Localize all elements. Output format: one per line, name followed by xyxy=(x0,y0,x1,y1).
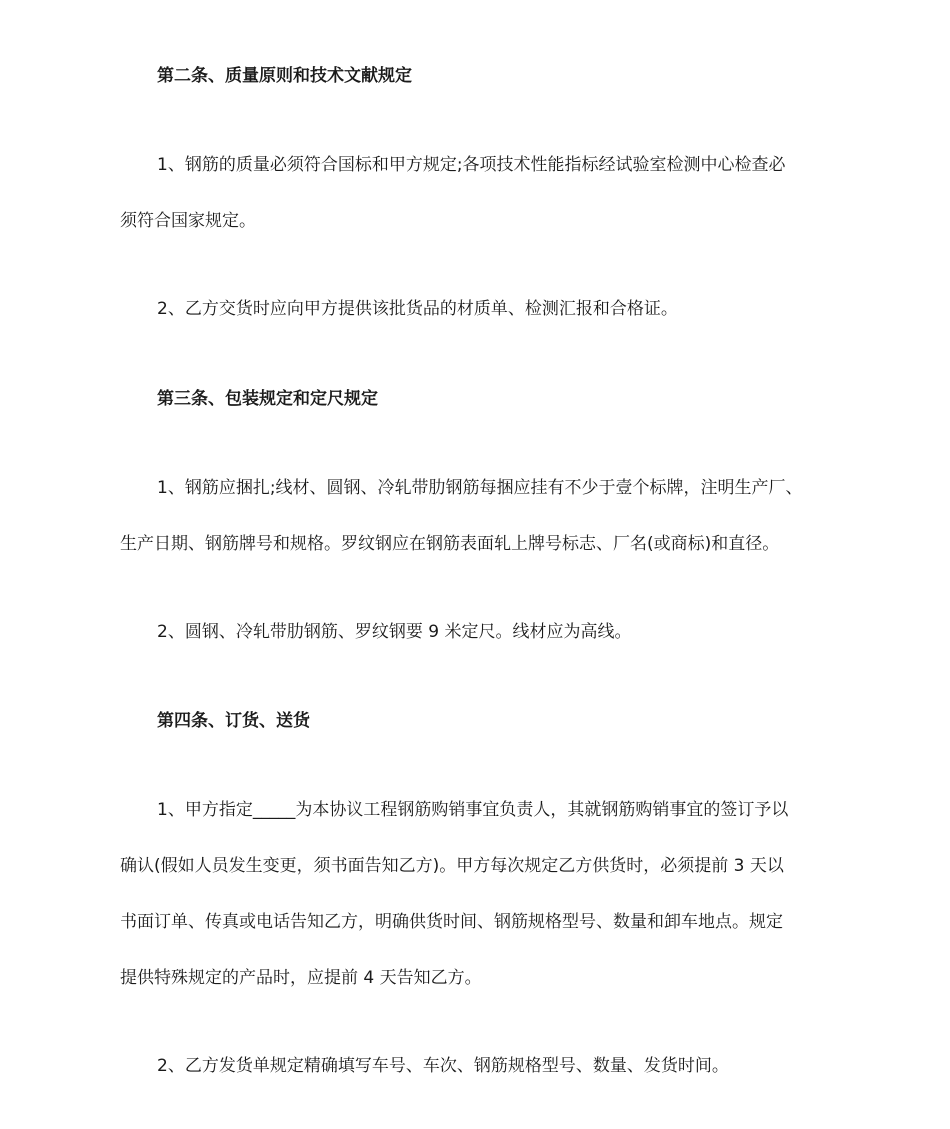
section-2-item-1-line-2: 须符合国家规定。 xyxy=(120,211,256,231)
section-4-item-1-line-1: 1、甲方指定_____为本协议工程钢筋购销事宜负责人，其就钢筋购销事宜的签订予以 xyxy=(157,800,789,820)
section-3-item-1-line-2: 生产日期、钢筋牌号和规格。罗纹钢应在钢筋表面轧上牌号标志、厂名(或商标)和直径。 xyxy=(120,534,780,554)
section-2-item-2: 2、乙方交货时应向甲方提供该批货品的材质单、检测汇报和合格证。 xyxy=(157,299,678,319)
section-4-item-2: 2、乙方发货单规定精确填写车号、车次、钢筋规格型号、数量、发货时间。 xyxy=(157,1056,729,1076)
section-4-heading: 第四条、订货、送货 xyxy=(157,711,310,731)
section-4-item-1-line-3: 书面订单、传真或电话告知乙方，明确供货时间、钢筋规格型号、数量和卸车地点。规定 xyxy=(120,912,783,932)
section-4-item-1-line-2: 确认(假如人员发生变更，须书面告知乙方)。甲方每次规定乙方供货时，必须提前 3 天以 xyxy=(120,856,784,876)
section-2-item-1-line-1: 1、钢筋的质量必须符合国标和甲方规定;各项技术性能指标经试验室检测中心检查必 xyxy=(157,155,786,175)
section-3-heading: 第三条、包装规定和定尺规定 xyxy=(157,389,378,409)
section-4-item-1-line-4: 提供特殊规定的产品时，应提前 4 天告知乙方。 xyxy=(120,968,482,988)
section-3-item-1-line-1: 1、钢筋应捆扎;线材、圆钢、冷轧带肋钢筋每捆应挂有不少于壹个标牌，注明生产厂、 xyxy=(157,478,803,498)
section-3-item-2: 2、圆钢、冷轧带肋钢筋、罗纹钢要 9 米定尺。线材应为高线。 xyxy=(157,622,632,642)
section-2-heading: 第二条、质量原则和技术文献规定 xyxy=(157,66,412,86)
